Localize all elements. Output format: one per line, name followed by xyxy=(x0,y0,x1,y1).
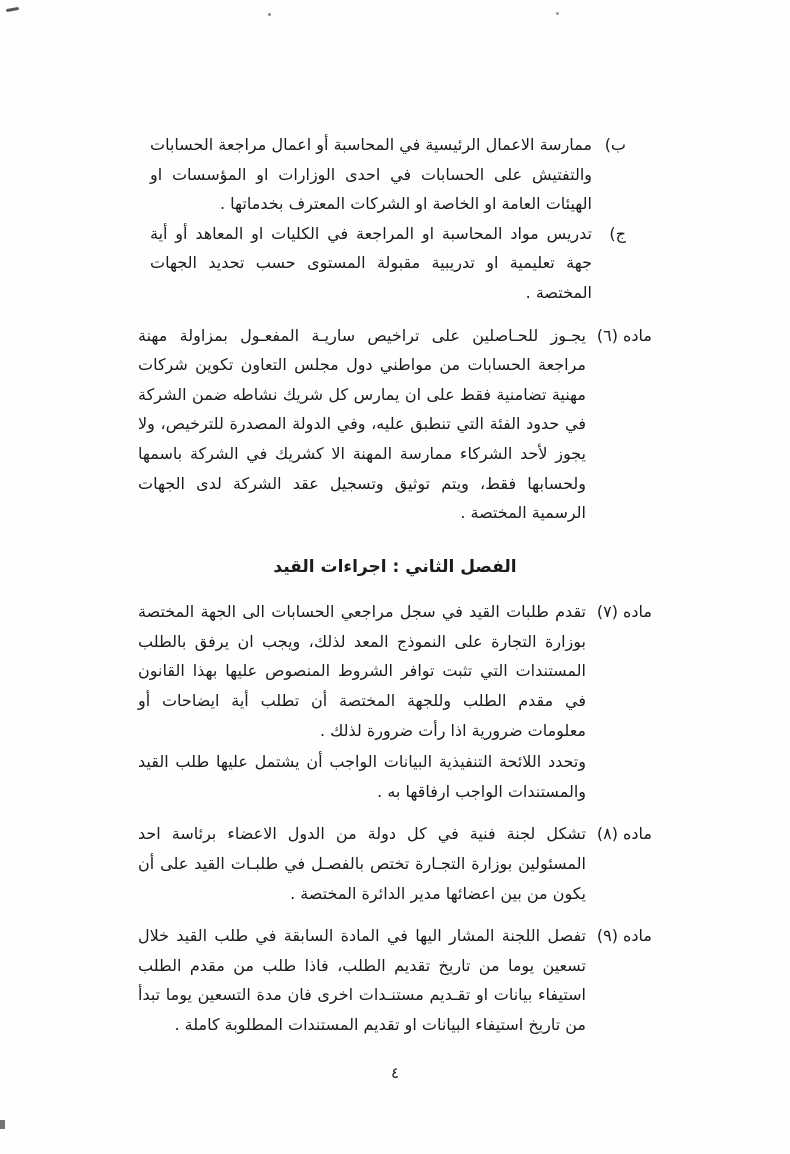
section-heading: الفصل الثاني : اجراءات القيد xyxy=(273,556,517,577)
article-7-text: تقدم طلبات القيد في سجل مراجعي الحسابات الى الجهة المختصة بوزارة التجارة على النموذج المعد لذلك، ويجب ان يرفق بالطلب المستندات التي تثبت توافر الشروط المنصوص عليها بهذا القانون في مقدم الطلب وللجهة المختصة أن تطلب أية ايضاحات أو معلومات ضرورية اذا رأت ضرورة لذلك . xyxy=(138,602,586,740)
article-8 xyxy=(138,819,652,908)
article-7-continuation-text: وتحدد اللائحة التنفيذية البيانات الواجب أن يشتمل عليها طلب القيد والمستندات الواجب ارفاقها به . xyxy=(138,752,586,801)
list-item-jeem-marker: ج) xyxy=(609,223,626,243)
article-7-label: ماده (٧) xyxy=(596,602,652,622)
article-9 xyxy=(138,921,652,1039)
article-8-text: تشكل لجنة فنية في كل دولة من الدول الاعضاء برئاسة احد المسئولين بوزارة التجـارة تختص بالفصـل في طلبـات القيد على أن يكون من بين اعضائها مدير الدائرة المختصة . xyxy=(138,824,586,903)
article-9-text: تفصل اللجنة المشار اليها في المادة السابقة في طلب القيد خلال تسعين يوما من تاريخ تقديم الطلب، فاذا طلب من مقدم الطلب استيفاء بيانات او تقـديم مستنـدات اخرى فان مدة التسعين يوما تبدأ من تاريخ استيفاء البيانات او تقديم المستندات المطلوبة كاملة . xyxy=(138,926,586,1034)
article-9-label: ماده (٩) xyxy=(596,926,652,946)
scan-artifact xyxy=(556,12,559,15)
document-content xyxy=(138,130,652,1039)
article-6 xyxy=(138,321,652,528)
list-item-b-marker: ب) xyxy=(604,135,626,154)
article-7 xyxy=(138,597,652,745)
scan-artifact xyxy=(0,1120,5,1129)
article-7-continuation xyxy=(138,747,652,806)
list-item-b-text: ممارسة الاعمال الرئيسية في المحاسبة أو اعمال مراجعة الحسابات والتفتيش على الحسابات في احدى الوزارات او المؤسسات او الهيئات العامة او الخاصة او الشركات المعترف بخدماتها . xyxy=(150,135,592,214)
article-6-label: ماده (٦) xyxy=(596,325,652,345)
list-item-jeem-text: تدريس مواد المحاسبة او المراجعة في الكليات او المعاهد أو أية جهة تعليمية او تدريبية مقبولة المستوى حسب تحديد الجهات المختصة . xyxy=(150,223,592,302)
scan-artifact xyxy=(6,7,19,12)
page-number: ٤ xyxy=(390,1064,400,1082)
scan-artifact xyxy=(268,13,271,16)
list-item-jeem xyxy=(150,219,626,308)
list-item-b xyxy=(150,130,626,219)
article-6-text: يجـوز للحـاصلين على تراخيص ساريـة المفعـول بمزاولة مهنة مراجعة الحسابات من مواطني دول مجلس التعاون تكوين شركات مهنية تضامنية فقط على ان يمارس كل شريك نشاطه ضمن الشركة في حدود الفئة التي تنطبق عليه، وفي الدولة المصدرة للترخيص، ولا يجوز لأحد الشركاء ممارسة المهنة الا كشريك في الشركة باسمها ولحسابها فقط، ويتم توثيق وتسجيل عقد الشركة لدى الجهات الرسمية المختصة . xyxy=(138,325,586,523)
article-8-label: ماده (٨) xyxy=(596,824,652,844)
